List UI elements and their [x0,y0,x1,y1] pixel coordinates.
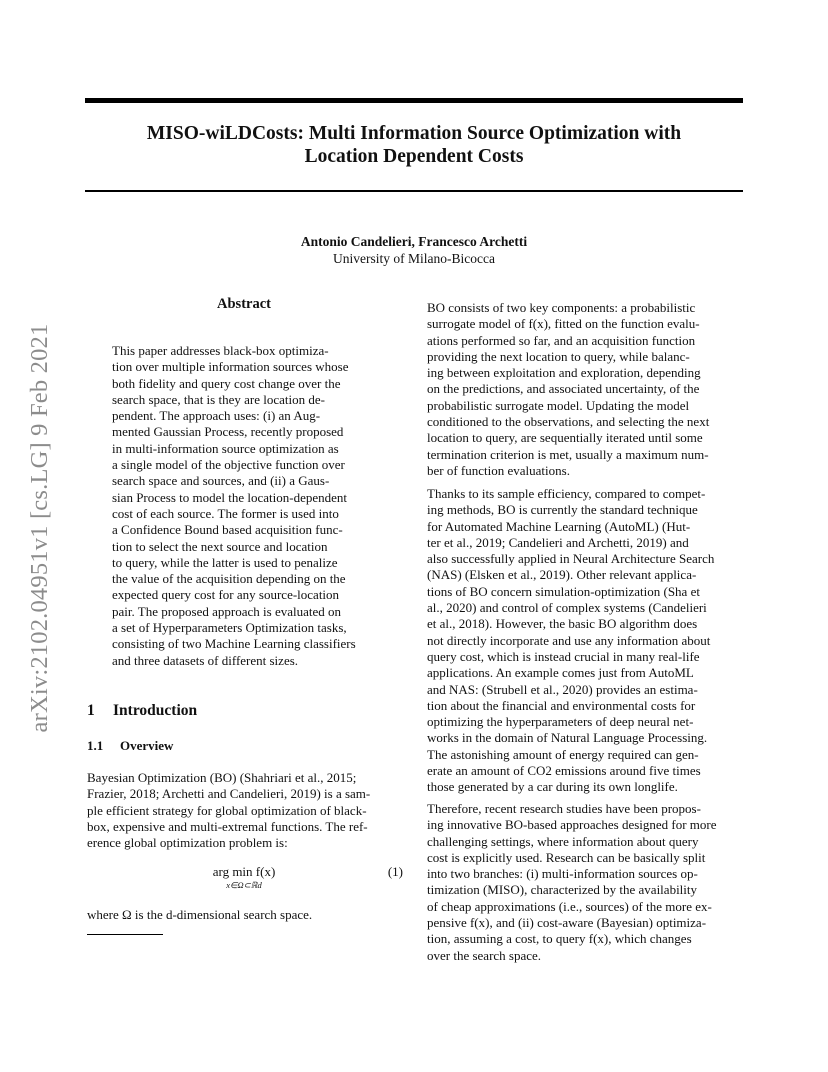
paper-title [85,122,743,168]
abstract-line: a set of Hyperparameters Optimization tasks, [112,620,347,636]
paragraph-line: ple efficient strategy for global optimization of black- [87,802,367,818]
paragraph-line: tions of BO concern simulation-optimization (Sha et [427,583,700,599]
paragraph-line: termination criterion is met, usually a maximum num- [427,446,709,462]
title-bottom-rule [85,190,743,192]
paragraph-line: ber of function evaluations. [427,462,570,478]
paragraph-line: providing the next location to query, while balanc- [427,348,690,364]
paragraph-line: al., 2020) and control of complex systems (Candelieri [427,600,707,616]
paragraph-line: erate an amount of CO2 emissions around five times [427,763,701,779]
equation-number: (1) [387,864,403,879]
research-branches-paragraph [427,801,743,964]
abstract-line: both fidelity and query cost change over the [112,375,341,391]
title-line-2: Location Dependent Costs [304,146,524,167]
abstract-line: search space, that is they are location de- [112,391,325,407]
paragraph-line: on the predictions, and associated uncertainty, of the [427,381,700,397]
paragraph-line: erence global optimization problem is: [87,835,288,851]
paragraph-line: and NAS: (Strubell et al., 2020) provides an estima- [427,681,698,697]
section-title: Introduction [113,702,198,719]
subsection-number: 1.1 [87,738,104,753]
paragraph-line: location to query, are sequentially iterated until some [427,430,703,446]
abstract-line: search space and sources, and (ii) a Gaus- [112,473,330,489]
section-number: 1 [87,702,95,719]
after-equation-text: where Ω is the d-dimensional search space. [87,907,313,922]
abstract-line: to query, while the latter is used to penalize [112,554,338,570]
abstract-line: sian Process to model the location-dependent [112,489,348,505]
paragraph-line: over the search space. [427,947,542,963]
paragraph-line: ations performed so far, and an acquisition function [427,332,696,348]
paragraph-line: (NAS) (Elsken et al., 2019). Other relevant applica- [427,567,697,583]
section-heading-introduction [87,702,197,720]
paragraph-line: Bayesian Optimization (BO) (Shahriari et al., 2015; [87,770,357,785]
abstract-line: expected query cost for any source-location [112,587,340,603]
arxiv-identifier-stamp: arXiv:2102.04951v1 [cs.LG] 9 Feb 2021 [26,323,53,733]
paragraph-line: optimizing the hyperparameters of deep neural net- [427,714,694,730]
subsection-heading-overview [87,738,173,754]
abstract-body [112,343,376,669]
paragraph-line: tion, assuming a cost, to query f(x), which changes [427,931,692,947]
paragraph-line: surrogate model of f(x), fitted on the function evalu- [427,316,700,332]
footnote-rule [87,934,163,935]
paragraph-line: not directly incorporate and use any information about [427,632,711,648]
paragraph-line: also successfully applied in Neural Architecture Search [427,551,715,567]
title-top-rule [85,98,743,103]
author-list: Antonio Candelieri, Francesco Archetti [300,234,528,249]
equation-expression: arg min f(x) [212,864,276,879]
paragraph-line: pensive f(x), and (ii) cost-aware (Bayesian) optimiza- [427,915,707,931]
paragraph-line: those generated by a car during its own longlife. [427,779,678,795]
paragraph-line: of cheap approximations (i.e., sources) of the more ex- [427,898,712,914]
abstract-line: tion to select the next source and location [112,538,328,554]
paragraph-line: tion about the financial and environmental costs for [427,697,696,713]
abstract-line: This paper addresses black-box optimiza- [112,343,329,358]
abstract-line: and three datasets of different sizes. [112,652,299,668]
sample-efficiency-paragraph [427,486,743,796]
title-line-1: MISO-wiLDCosts: Multi Information Source Optimization with [146,123,682,144]
paragraph-line: challenging settings, where information about query [427,833,699,849]
paragraph-line: conditioned to the observations, and selecting the next [427,414,710,430]
paragraph-line: works in the domain of Natural Language Processing. [427,730,708,746]
overview-paragraph [87,770,403,851]
paragraph-line: applications. An example comes just from AutoML [427,665,694,681]
paragraph-line: query cost, which is instead crucial in many real-life [427,648,700,664]
abstract-line: pendent. The approach uses: (i) an Aug- [112,408,321,424]
abstract-line: the value of the acquisition depending on the [112,571,346,587]
abstract-line: a Confidence Bound based acquisition func- [112,522,343,538]
paragraph-line: timization (MISO), characterized by the availability [427,882,698,898]
paragraph-line: ing methods, BO is currently the standard technique [427,502,698,518]
affiliation: University of Milano-Bicocca [333,251,495,266]
paragraph-line: box, expensive and multi-extremal functions. The ref- [87,818,368,834]
paragraph-line: probabilistic surrogate model. Updating the model [427,397,690,413]
subsection-title: Overview [120,738,174,753]
bo-components-paragraph [427,300,743,479]
paragraph-line: Therefore, recent research studies have been propos- [427,801,701,816]
paragraph-line: ing innovative BO-based approaches designed for more [427,817,717,833]
paragraph-line: Frazier, 2018; Archetti and Candelieri, 2019) is a sam- [87,786,371,802]
paragraph-line: The astonishing amount of energy required can gen- [427,746,699,762]
paragraph-line: Thanks to its sample efficiency, compared to compet- [427,486,706,501]
paragraph-line: BO consists of two key components: a probabilistic [427,300,696,315]
abstract-heading: Abstract [217,296,271,312]
equation-subscript: x∈Ω⊂ℝd [226,880,262,890]
abstract-line: cost of each source. The former is used into [112,505,339,521]
abstract-line: consisting of two Machine Learning classifiers [112,636,356,652]
paragraph-line: into two branches: (i) multi-information sources op- [427,866,698,882]
paragraph-line: et al., 2018). However, the basic BO algorithm does [427,616,698,632]
paragraph-line: for Automated Machine Learning (AutoML) (Hut- [427,518,691,534]
paragraph-line: cost is explicitly used. Research can be basically split [427,849,706,865]
paragraph-line: ing between exploitation and exploration, depending [427,365,701,381]
abstract-line: in multi-information source optimization as [112,440,339,456]
abstract-line: tion over multiple information sources whose [112,359,349,375]
equation-1 [87,862,403,896]
abstract-line: pair. The proposed approach is evaluated on [112,603,341,619]
paragraph-line: ter et al., 2019; Candelieri and Archetti, 2019) and [427,534,689,550]
abstract-line: mented Gaussian Process, recently proposed [112,424,344,440]
abstract-line: a single model of the objective function over [112,457,345,473]
